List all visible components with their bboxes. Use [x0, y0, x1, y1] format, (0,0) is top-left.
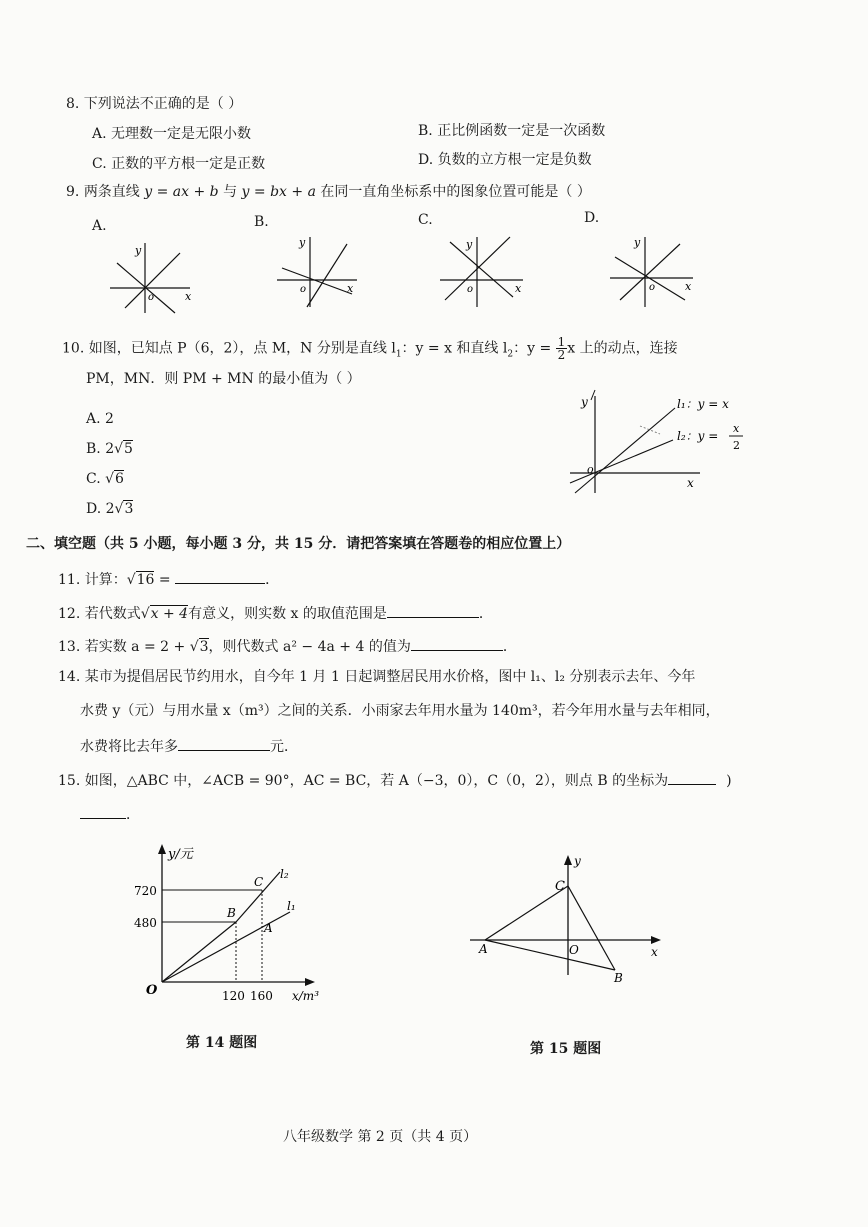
q9-label-c: C.: [418, 212, 433, 228]
q10-fig-l2-label: l₂：y =: [677, 429, 719, 443]
fig15-y-label: y: [574, 854, 581, 868]
q14-line2: 水费 y（元）与用水量 x（m³）之间的关系．小雨家去年用水量为 140m³，若今年用水量与去年相同，: [80, 703, 720, 719]
q9-graph-a: [105, 238, 195, 318]
fig15-x-label: x: [651, 945, 658, 959]
q15-answer-blank-1[interactable]: [668, 770, 716, 785]
fig14-tick-160: 160: [250, 989, 273, 1003]
fig14-point-b: B: [227, 906, 236, 920]
q9d-origin: o: [649, 282, 656, 293]
q10-fig-origin: o: [587, 463, 594, 476]
q10-fig-l1-label: l₁：y = x: [677, 397, 729, 411]
q10-figure: [565, 388, 755, 498]
q9-graph-c: [435, 232, 530, 312]
q10-stem-line1: 10. 如图，已知点 P（6，2），点 M，N 分别是直线 $l_1$：y = x 和直线 $l_2$：y = $\frac{1}{2}$ x 上的动点，连接: [62, 335, 678, 362]
q15-line2: ．: [80, 804, 140, 824]
q10-fig-x: x: [687, 476, 694, 490]
q10-fig-l2-den: 2: [733, 439, 740, 452]
fig15-point-b: B: [614, 971, 623, 985]
fig14-tick-480: 480: [134, 916, 157, 930]
page-footer: 八年级数学 第 2 页（共 4 页）: [283, 1129, 478, 1145]
q10-fig-l2-num: x: [733, 422, 740, 435]
q9-graph-d: [605, 232, 700, 312]
q14-line1: 14. 某市为提倡居民节约用水，自今年 1 月 1 日起调整居民用水价格，图中 l₁、l₂ 分别表示去年、今年: [58, 669, 696, 685]
q9-label-a: A.: [92, 218, 107, 234]
fig14-point-a: A: [264, 921, 273, 935]
q10-fig-y: y: [581, 395, 588, 409]
q8-option-d: D. 负数的立方根一定是负数: [418, 152, 592, 168]
q11-answer-blank[interactable]: [175, 569, 265, 584]
q9-graph-b: [272, 232, 362, 312]
fig14-tick-120: 120: [222, 989, 245, 1003]
q12: 12. 若代数式√x + 4有意义，则实数 x 的取值范围是 ．: [58, 603, 493, 623]
fig14-graph: [134, 842, 340, 1012]
q9b-y-label: y: [299, 236, 306, 249]
q8-option-c: C. 正数的平方根一定是正数: [92, 156, 266, 172]
fig14-l2-label: l₂: [280, 867, 289, 881]
q10-stem-line2: PM，MN．则 PM + MN 的最小值为（ ）: [86, 371, 361, 387]
fig14-tick-720: 720: [134, 884, 157, 898]
q9-label-b: B.: [254, 214, 269, 230]
q9b-x-label: x: [347, 282, 354, 295]
q9c-x-label: x: [515, 282, 522, 295]
q9a-x-label: x: [185, 290, 192, 303]
fig14-point-c: C: [254, 875, 264, 889]
q13-answer-blank[interactable]: [411, 636, 503, 651]
q10-option-c: C. √6: [86, 471, 124, 487]
q10-option-d: D. 2√3: [86, 501, 134, 517]
section2-heading: 二、填空题（共 5 小题，每小题 3 分，共 15 分．请把答案填在答题卷的相应位置上）: [26, 536, 571, 552]
fig15-point-c: C: [555, 879, 565, 894]
q10-option-b: B. 2√5: [86, 441, 133, 457]
fig14-origin: O: [146, 983, 158, 998]
q9d-y-label: y: [634, 236, 641, 249]
fig15-graph: [465, 850, 670, 990]
q9d-x-label: x: [685, 280, 692, 293]
q8-option-a: A. 无理数一定是无限小数: [92, 126, 252, 142]
q15-line1: 15. 如图，△ABC 中，∠ACB = 90°，AC = BC，若 A（−3，0），C（0，2），则点 B 的坐标为 ): [58, 770, 732, 790]
fig14-xlabel: x/m³: [292, 989, 319, 1003]
q8-option-b: B. 正比例函数一定是一次函数: [418, 123, 606, 139]
q12-answer-blank[interactable]: [387, 603, 479, 618]
fig14-ylabel: y/元: [168, 847, 193, 862]
q9c-y-label: y: [466, 238, 473, 251]
fig15-point-a: A: [479, 942, 488, 956]
fig14-caption: 第 14 题图: [186, 1035, 258, 1051]
q9a-origin: o: [148, 292, 155, 303]
q9c-origin: o: [467, 284, 474, 295]
q14-line3: 水费将比去年多 元．: [80, 736, 298, 756]
q8-stem: 8. 下列说法不正确的是（ ）: [66, 96, 243, 112]
q9b-origin: o: [300, 284, 307, 295]
q10-option-a: A. 2: [86, 411, 114, 427]
q15-answer-blank-2[interactable]: [80, 804, 126, 819]
fig15-caption: 第 15 题图: [530, 1041, 602, 1057]
fig14-l1-label: l₁: [287, 899, 296, 913]
q11: 11. 计算：√16 = ．: [58, 569, 279, 589]
q13: 13. 若实数 a = 2 + √3，则代数式 a² − 4a + 4 的值为 ．: [58, 636, 517, 656]
q10-fraction: $\frac{1}{2}$: [557, 335, 566, 362]
q9-stem: 9. 两条直线 y = ax + b 与 y = bx + a 在同一直角坐标系中的图象位置可能是（ ）: [66, 184, 591, 200]
q14-answer-blank[interactable]: [178, 736, 270, 751]
fig15-origin: O: [569, 943, 579, 957]
q9a-y-label: y: [135, 244, 142, 257]
q9-label-d: D.: [584, 210, 600, 226]
